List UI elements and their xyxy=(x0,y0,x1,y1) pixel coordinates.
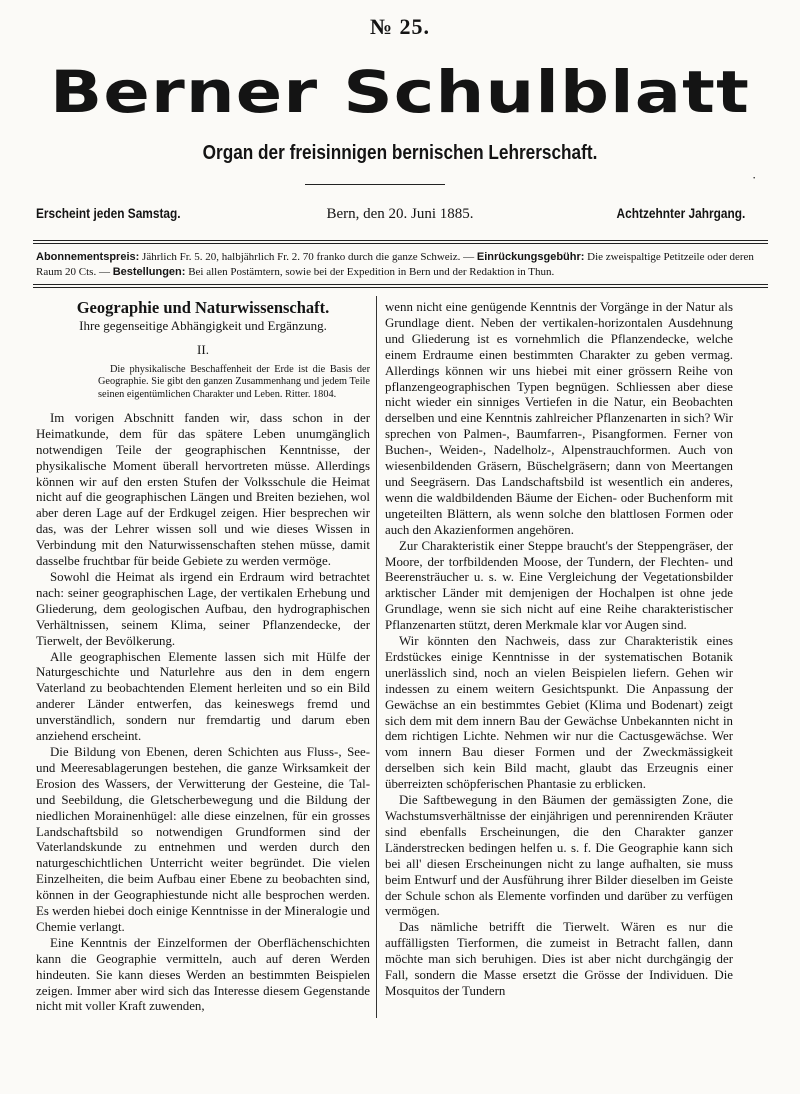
insertion-fee-text: Die zweispaltige Petitzeile oder deren Raum 20 Cts. — xyxy=(36,251,754,278)
masthead-title: Berner Schulblatt xyxy=(50,58,750,126)
header-rule-top xyxy=(33,240,768,241)
paragraph: Die Bildung von Ebenen, deren Schichten aus Fluss-, See- und Meeresablagerungen bestehen, die ganze Wirksamkeit der Erosion des Wassers, der Verwitterung der Gesteine, die Tal- und Seebildung, die Gletscherbewegung und die Bildung der niedlichen Morainenhügel: alle diese einzelnen, für ein grosses Landschaftsbild so notwendigen Grundformen sind der Vaterlandskunde zu entnehmen und werden durch den naturgeschichtlichen Unterricht weiter begründet. Die vielen Einzelheiten, die beim Aufbau einer Ebene zu beobachten sind, können in der Geographiestunde nicht alle besprochen werden. Es werden hiebei doch einige Kenntnisse in der Mineralogie und Chemie verlangt. xyxy=(36,744,370,934)
subscription-info xyxy=(36,250,764,280)
subscription-label: Abonnementspreis: xyxy=(36,251,140,263)
article-part-number: II. xyxy=(197,341,209,357)
paragraph: Alle geographischen Elemente lassen sich mit Hülfe der Naturgeschichte und Naturlehre aus den in dem engern Vaterland zu beobachtenden Element herleiten und so ein Bild anderer Länder entwerfen, das keineswegs fremd und unverständlich, sondern nur fremdartig und darum eben anziehend erscheint. xyxy=(36,649,370,744)
issue-number: № 25. xyxy=(369,14,431,39)
paragraph: Zur Charakteristik einer Steppe braucht's der Steppengräser, der Moore, der torfbildenden Moose, der Tundern, der Flechten- und Beerensträucher u. s. w. Eine Vergleichung der Vegetationsbilder arktischer Länder mit demjenigen der Hochalpen ist ohne jede Grundlage, wenn sie sich nicht auf eine Reihe charakteristischer Pflanzenarten stützt, deren Merkmale klar vor Augen sind. xyxy=(385,538,733,633)
paragraph: wenn nicht eine genügende Kenntnis der Vorgänge in der Natur als Grundlage dient. Neben der vertikalen-horizontalen Ausdehnung und Gliederung ist es vornehmlich die Pflanzendecke, welche einem Erdraume einen bestimmten Charakter zu geben vermag. Allerdings können wir uns hiebei mit einer grössern Reihe von pflanzengeographischen Typen begnügen. Schliessen aber diese nicht wieder ein sinniges Vertiefen in die Natur, ein Beobachten derselben und eine Kenntnis zahlreicher Pflanzenarten in sich? Wir sprechen von Palmen-, Baumfarren-, Pisangformen. Ferner von Buchen-, Weiden-, Nadelholz-, Alpenstrauchformen. Auch von wiesenbildenden Gräsern, Büschelgräsern; dann von Meertangen und Seegräsern. Das Landschaftsbild ist wesentlich ein anderes, wenn die waldbildenden Bäume der Eichen- oder Buchenform mit ungeteilten Blättern, als wenn solche den blattlosen Formen oder auch den Akazienformen angehören. xyxy=(385,300,733,537)
header-rule-bottom-double xyxy=(33,287,768,288)
paragraph: Das nämliche betrifft die Tierwelt. Wären es nur die auffälligsten Tierformen, die zumeist in Betracht fallen, dann möchte man sich beruhigen. Dies ist aber nicht durchgängig der Fall, sondern die Masse ersetzt die Grösse der Individuen. Die Mosquitos der Tundern xyxy=(385,920,733,998)
volume-year: Achtzehnter Jahrgang. xyxy=(616,206,745,221)
paragraph: Im vorigen Abschnitt fanden wir, dass schon in der Heimatkunde, dem für das spätere Leben unumgänglich notwendigen Teile der geographischen Kenntnisse, der physikalische Moment überall hervortreten müsse. Allerdings können wir auf den ersten Stufen der Volksschule die Heimat nicht auf die geographischen Längen und Breiten beziehen, wol aber deren Lage auf der Erdkugel zeigen. Hier besprechen wir das, was der Lehrer wissen soll und wie dieses Wissen in Verbindung mit den Naturwissenschaften stehen müsse, damit dasselbe fruchtbar für beide Gebiete zu werden vermöge. xyxy=(36,410,370,569)
orders-label: Bestellungen: xyxy=(112,266,186,278)
header-rule-bottom xyxy=(33,284,768,285)
paragraph: Wir könnten den Nachweis, dass zur Charakteristik eines Erdstückes einige Kenntnisse in der systematischen Botanik unerlässlich sind, noch an vielen Beispielen liefern. Gehen wir indessen zu einem weitern Gesichtspunkt. Die Anpassung der Gewächse an ein bestimmtes Gebiet (Klima und Bodenart) zeigt sich dem mit dem innern Bau der Gewächse Unbekannten nicht in dem richtigen Lichte. Nehmen wir nur die Cactusgewächse. Wer vom innern Bau dieser Formen und der Zweckmässigkeit derselben sich kein Bild macht, glaubt das Erzeugnis einer überreizten schöpferischen Phantasie zu erblicken. xyxy=(385,634,733,792)
article-motto xyxy=(98,364,370,401)
article-title: Geographie und Naturwissenschaft. xyxy=(76,298,330,317)
header-rule-top-double xyxy=(33,243,768,244)
orders-text: Bei allen Postämtern, sowie bei der Expedition in Bern und der Redaktion in Thun. xyxy=(185,266,555,278)
paragraph: Die Saftbewegung in den Bäumen der gemässigten Zone, die Wachstumsverhältnisse der einjährigen und perennirenden Kräuter sind ebenfalls Erscheinungen, die den Charakter ganzer Länderstrecken bedingen helfen u. s. f. Die Geographie kann sich bei all' diesen Erscheinungen nicht zu lange aufhalten, sie muss beim Entwurf und der Ausführung ihrer Bilder dieselben im Geiste der Schule schon als Elemente vorfinden und darüber zu verfügen vermögen. xyxy=(385,793,733,919)
motto-text: Die physikalische Beschaffenheit der Erde ist die Basis der Geographie. Sie gibt den ganzen Zusammenhang und jedem Teile seinen eigentümlichen Charakter und Leben. Ritter. 1804. xyxy=(98,363,370,400)
place-and-date: Bern, den 20. Juni 1885. xyxy=(326,206,474,222)
article-subtitle: Ihre gegenseitige Abhängigkeit und Ergänzung. xyxy=(79,317,327,333)
paragraph: Eine Kenntnis der Einzelformen der Oberflächenschichten kann die Geographie vermitteln, auch auf deren Werden hindeuten. Sie kann dieses Werden an bestimmten Beispielen zeigen. Immer aber wird sich das Interesse diesem Gegenstande nicht mit voller Kraft zuwenden, xyxy=(36,935,370,1014)
column-divider xyxy=(376,296,377,1018)
article-column-left xyxy=(36,300,370,1015)
print-mark: · xyxy=(752,170,757,185)
insertion-fee-label: Einrückungsgebühr: xyxy=(476,251,585,263)
masthead-subtitle: Organ der freisinnigen bernischen Lehrerschaft. xyxy=(202,142,598,164)
paragraph: Sowohl die Heimat als irgend ein Erdraum wird betrachtet nach: seiner geographischen Lage, der vertikalen Erhebung und Gliederung, dem geologischen Aufbau, den hydrographischen Verhältnissen, seinem Klima, seiner Pflanzendecke, der Tierwelt, der Bevölkerung. xyxy=(36,570,370,648)
subscription-price: Jährlich Fr. 5. 20, halbjährlich Fr. 2. 70 franko durch die ganze Schweiz. — xyxy=(139,251,477,263)
publication-schedule: Erscheint jeden Samstag. xyxy=(36,206,181,221)
masthead-divider xyxy=(305,184,445,185)
article-column-right xyxy=(385,300,733,1000)
